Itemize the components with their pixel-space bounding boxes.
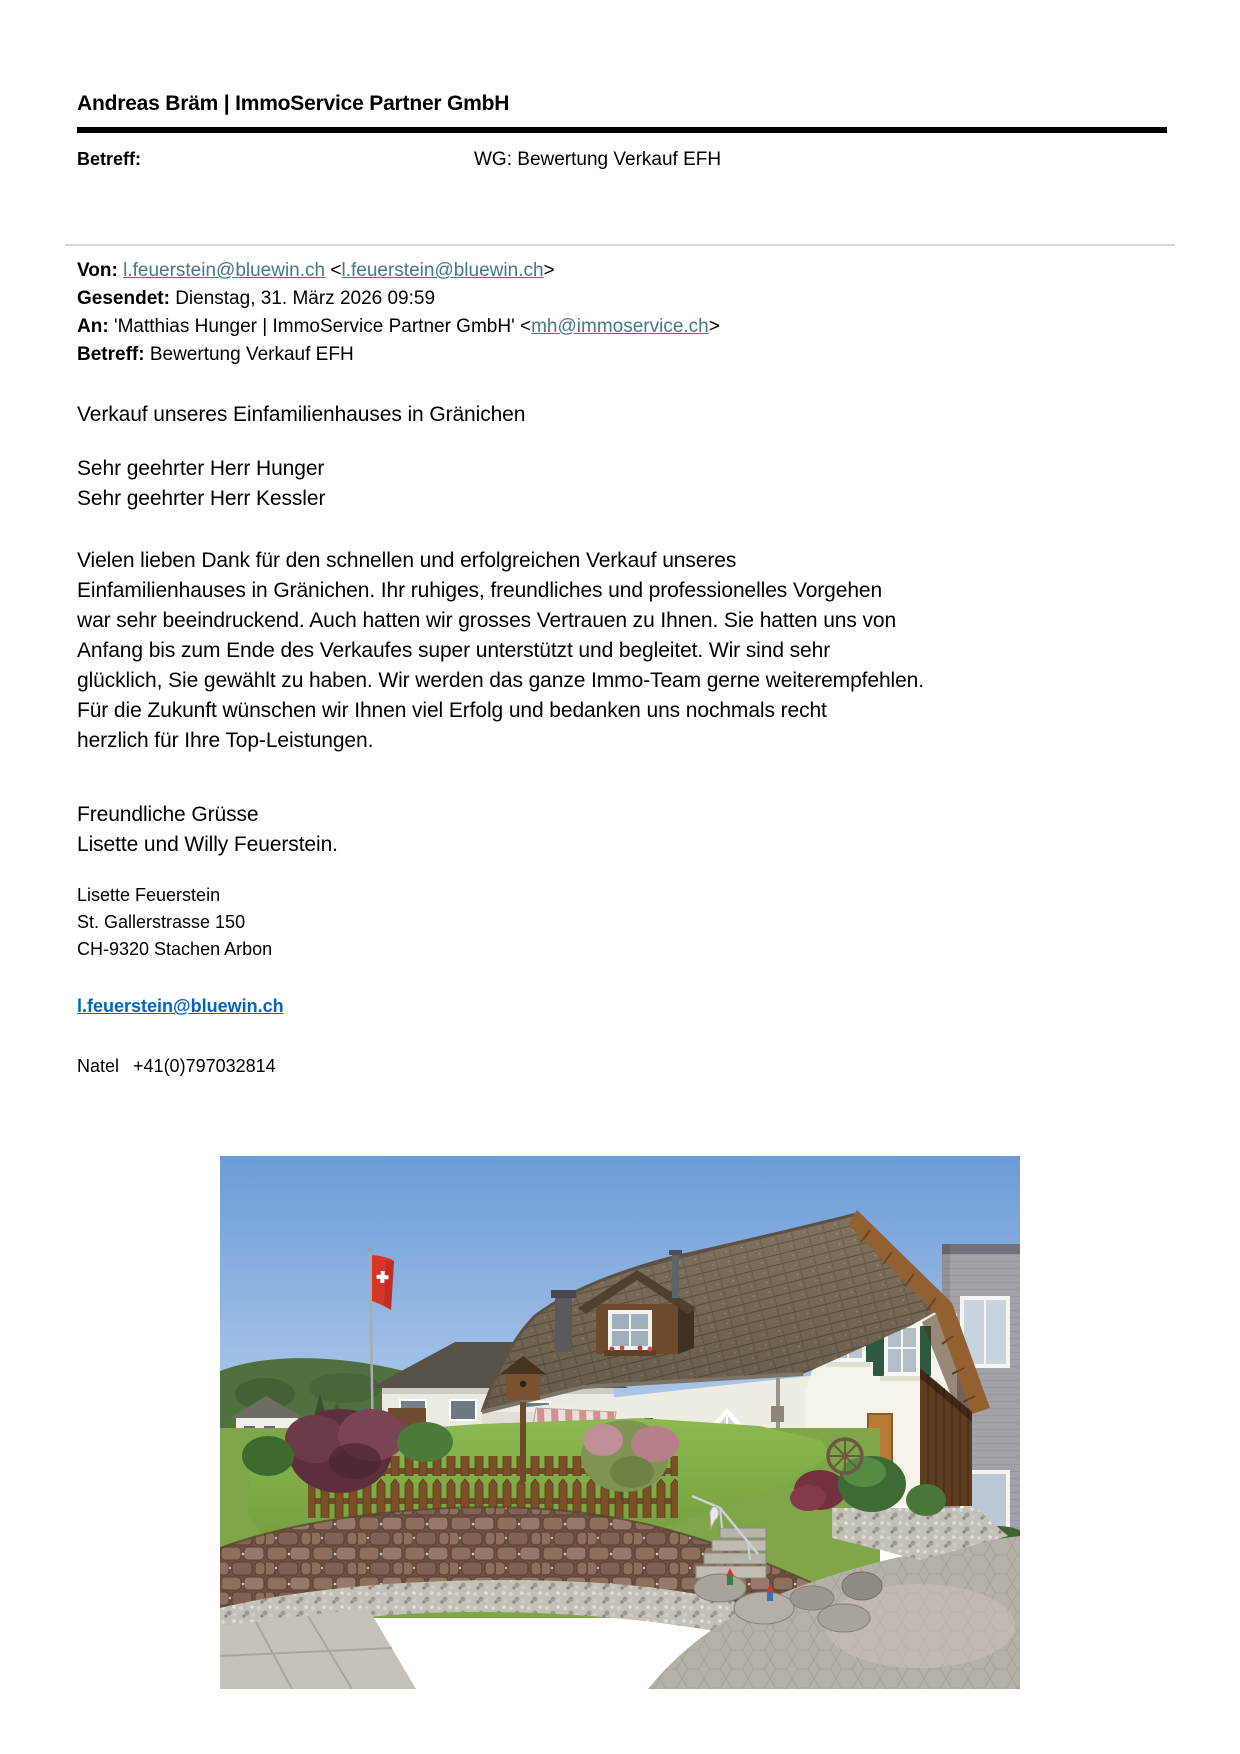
body-paragraph (77, 546, 1077, 756)
paragraph-line: glücklich, Sie gewählt zu haben. Wir werden das ganze Immo-Team gerne weiterempfehlen. (77, 669, 924, 692)
phone-label: Natel (77, 1056, 120, 1076)
meta-from-address-link[interactable]: l.feuerstein@bluewin.ch (341, 260, 544, 281)
green-bush (242, 1436, 294, 1476)
paragraph-line: Anfang bis zum Ende des Verkaufes super unterstützt und begleitet. Wir sind sehr (77, 639, 831, 662)
closing-line: Lisette und Willy Feuerstein. (77, 833, 338, 856)
paragraph-line: Einfamilienhauses in Gränichen. Ihr ruhiges, freundliches und professionelles Vorgehen (77, 579, 883, 602)
paragraph-line: war sehr beeindruckend. Auch hatten wir grosses Vertrauen zu Ihnen. Sie hatten uns von (77, 609, 897, 632)
meta-to-label: An: (77, 316, 109, 337)
body-greetings (77, 454, 1077, 514)
greeting-line: Sehr geehrter Herr Hunger (77, 457, 325, 480)
meta-sent-row (77, 285, 1167, 313)
signature-phone-row (77, 1053, 877, 1080)
signature-address (77, 882, 877, 963)
paragraph-line: Vielen lieben Dank für den schnellen und erfolgreichen Verkauf unseres (77, 549, 737, 572)
meta-sent-label: Gesendet: (77, 288, 170, 309)
wagon-wheel (828, 1439, 862, 1473)
signature-street: St. Gallerstrasse 150 (77, 912, 246, 932)
meta-to-link[interactable]: mh@immoservice.ch (531, 316, 709, 337)
subject-header-value: WG: Bewertung Verkauf EFH (474, 149, 722, 170)
signature-name: Lisette Feuerstein (77, 885, 221, 905)
closing-line: Freundliche Grüsse (77, 803, 259, 826)
meta-to-name: 'Matthias Hunger | ImmoService Partner GmbH' (113, 316, 515, 337)
paragraph-line: herzlich für Ihre Top-Leistungen. (77, 729, 374, 752)
meta-subject-row (77, 341, 1167, 369)
body-closing (77, 800, 1077, 860)
paragraph-line: Für die Zukunft wünschen wir Ihnen viel Erfolg und bedanken uns nochmals recht (77, 699, 827, 722)
angle-close: > (708, 316, 720, 337)
phone-number: +41(0)797032814 (133, 1056, 276, 1076)
meta-sent-value: Dienstag, 31. März 2026 09:59 (175, 288, 436, 309)
greeting-line: Sehr geehrter Herr Kessler (77, 487, 326, 510)
divider-rule (65, 244, 1175, 246)
green-bush (397, 1422, 453, 1462)
subject-header-label: Betreff: (77, 149, 142, 169)
meta-from-label: Von: (77, 260, 118, 281)
house-photo (220, 1156, 1020, 1689)
meta-subject-label: Betreff: (77, 344, 145, 365)
signature-city: CH-9320 Stachen Arbon (77, 939, 273, 959)
signature-email-link[interactable]: l.feuerstein@bluewin.ch (77, 996, 284, 1016)
meta-to-row (77, 313, 1167, 341)
subject-header-row (77, 149, 1167, 171)
angle-open: < (519, 316, 532, 337)
signature-email-row (77, 993, 877, 1020)
email-meta-block (77, 257, 1167, 369)
meta-from-link[interactable]: l.feuerstein@bluewin.ch (123, 260, 326, 281)
angle-close: > (543, 260, 555, 281)
meta-from-row (77, 257, 1167, 285)
body-subject-line: Verkauf unseres Einfamilienhauses in Gränichen (77, 403, 526, 426)
page-title: Andreas Bräm | ImmoService Partner GmbH (77, 92, 1167, 133)
meta-subject-value: Bewertung Verkauf EFH (149, 344, 354, 365)
angle-open: < (330, 260, 342, 281)
